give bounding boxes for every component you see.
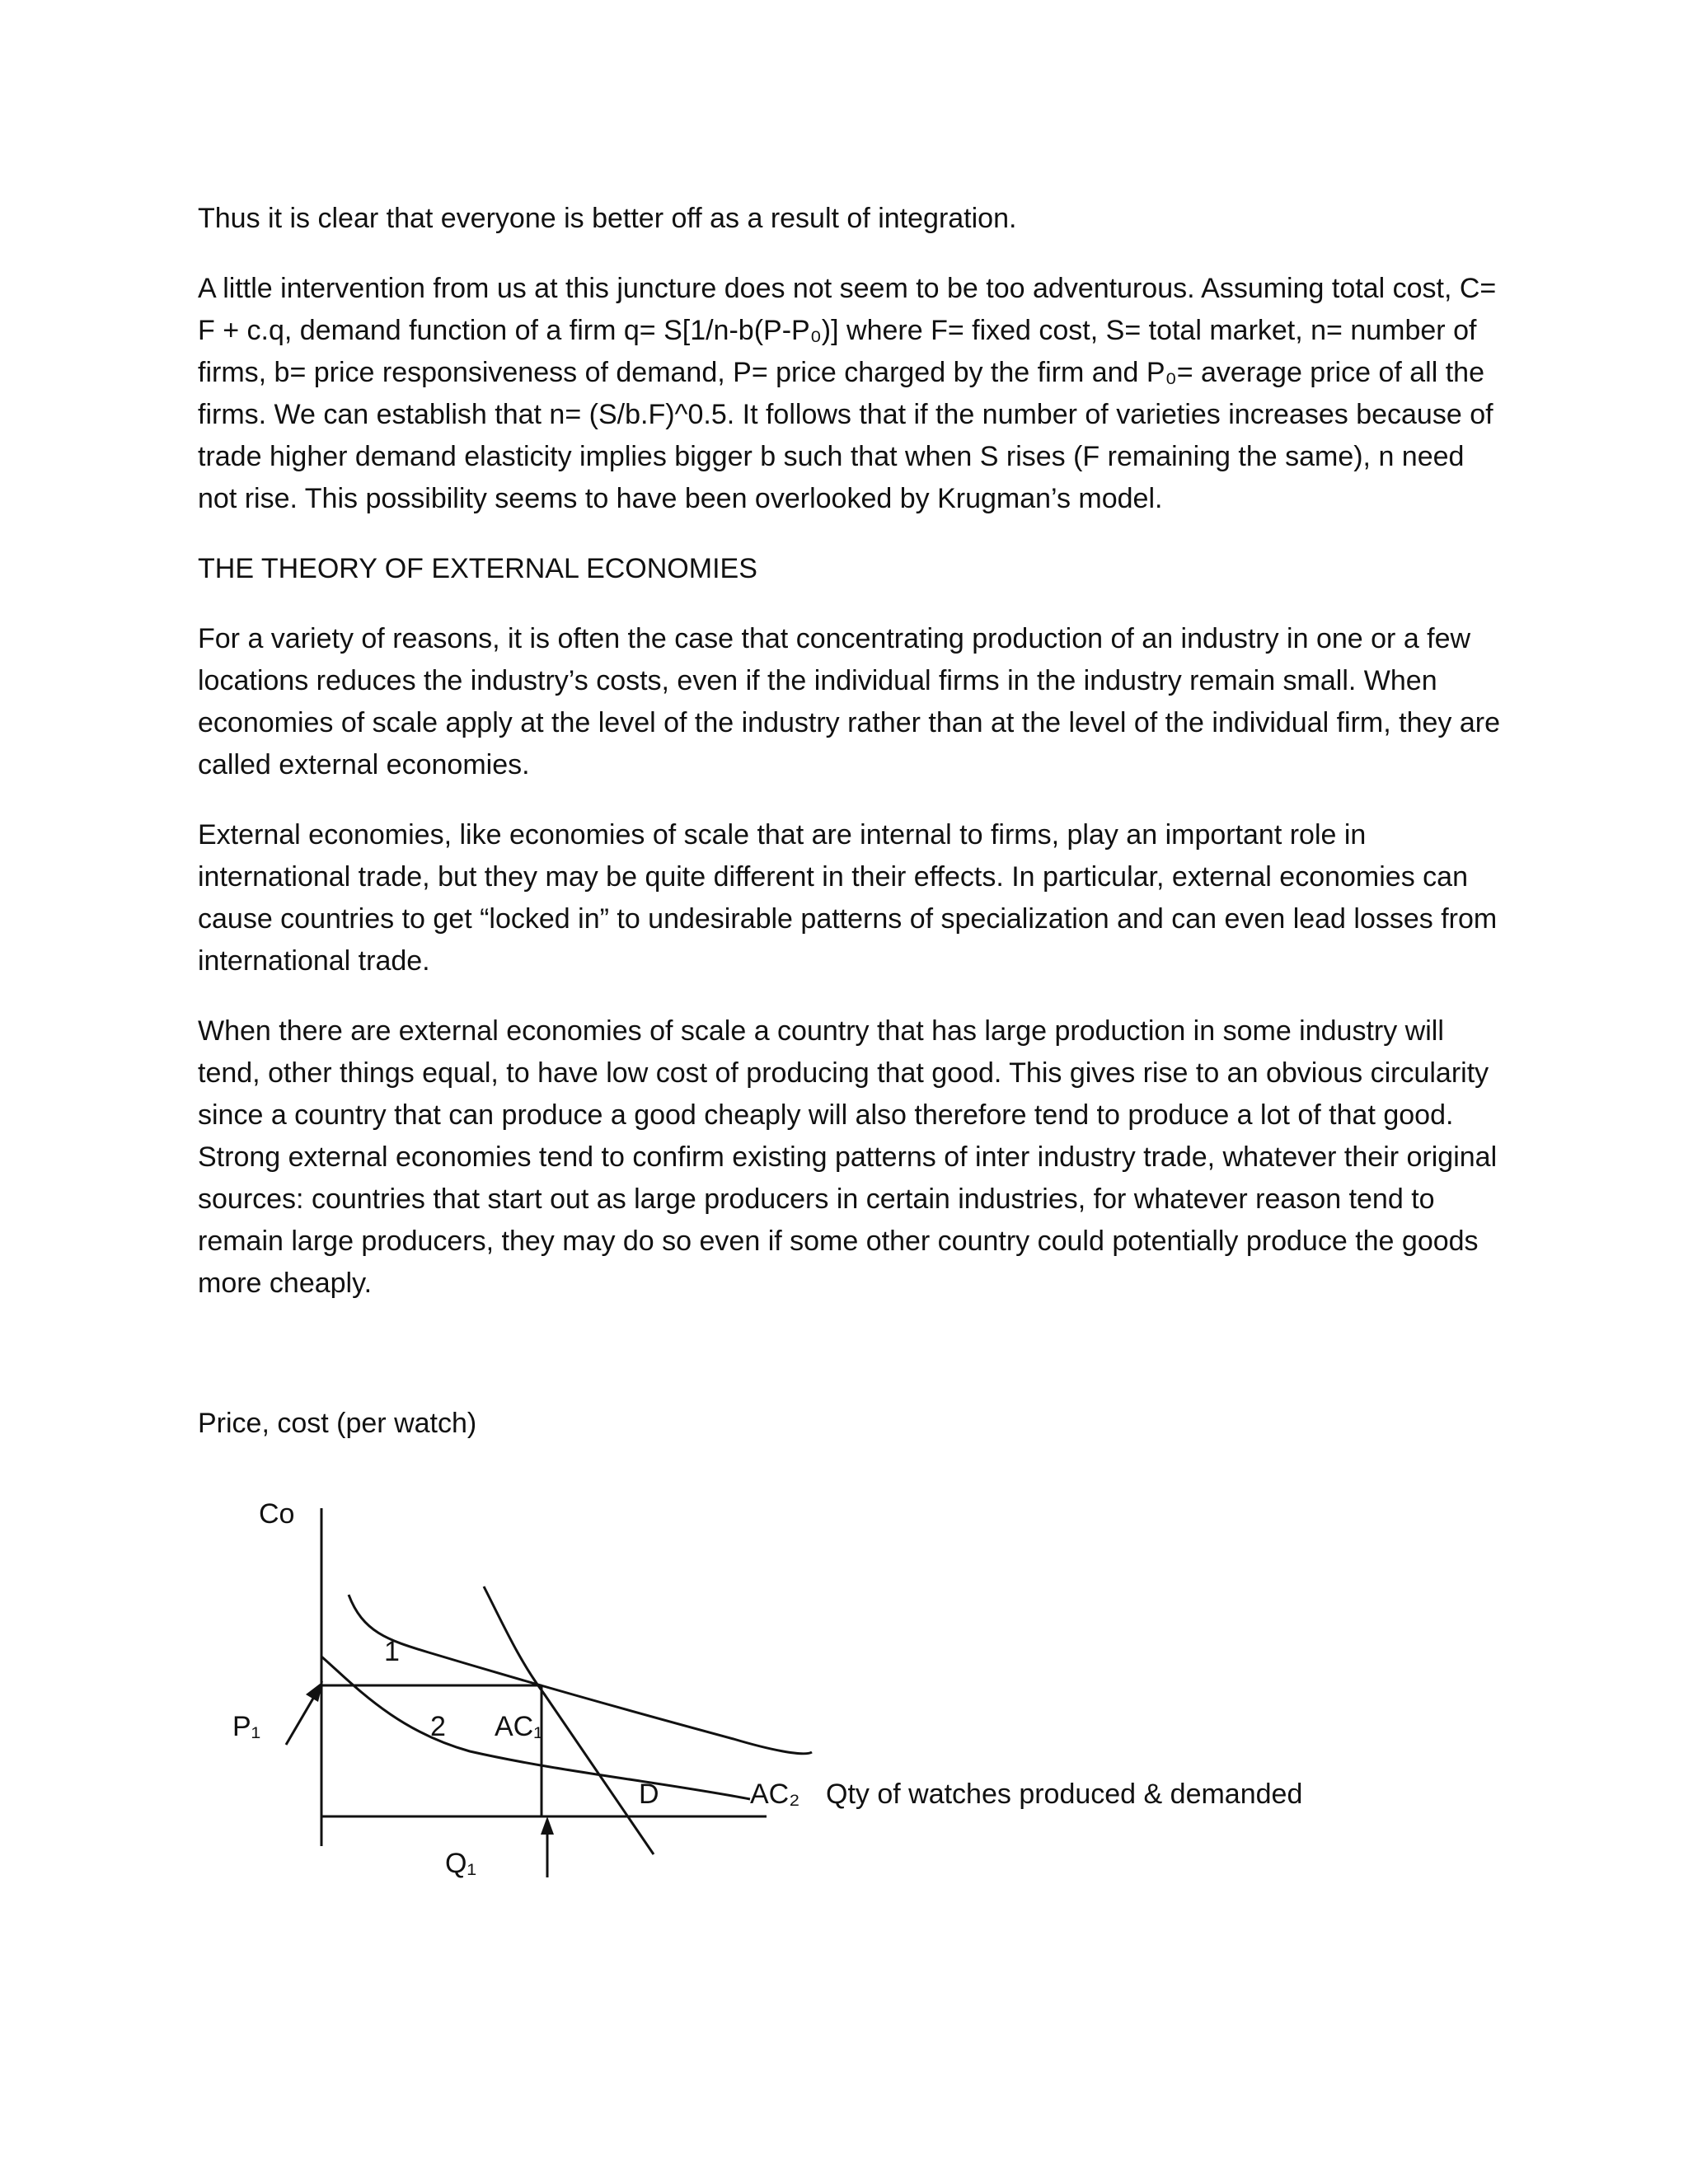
x-axis-title: Qty of watches produced & demanded (826, 1779, 1303, 1810)
p1-arrowhead-icon (306, 1681, 323, 1702)
curve-1-ac1 (349, 1595, 812, 1754)
label-1: 1 (384, 1636, 400, 1667)
q1-arrowhead-icon (541, 1816, 554, 1835)
curve-2-ac2 (321, 1657, 750, 1799)
paragraph-1: Thus it is clear that everyone is better off as a result of integration. (198, 203, 1017, 234)
label-q1: Q₁ (445, 1848, 476, 1879)
section-heading: THE THEORY OF EXTERNAL ECONOMIES (198, 553, 757, 584)
paragraph-4: External economies, like economies of scale that are internal to firms, play an important role in international trade, but they may be quite different in their effects. In particular, external economies can cause countries to get “locked in” to undesirable patterns of specialization and can even lead losses from international trade. (198, 819, 1498, 977)
label-ac2: AC₂ (750, 1779, 800, 1810)
label-d: D (639, 1779, 659, 1810)
body-text (198, 198, 1500, 1333)
p1-arrow-shaft (286, 1687, 320, 1745)
demand-line (484, 1586, 654, 1854)
label-p1: P₁ (232, 1711, 261, 1742)
paragraph-5: When there are external economies of scale a country that has large production in some industry will tend, other things equal, to have low cost of producing that good. This gives rise to an obvious circularity since a country that can produce a good cheaply will also therefore tend to produce a lot of that good. Strong external economies tend to confirm existing patterns of inter industry trade, whatever their original sources: countries that start out as large producers in certain industries, for whatever reason tend to remain large producers, they may do so even if some other country could potentially produce the goods more cheaply. (198, 1015, 1498, 1299)
label-c0: Co (259, 1498, 295, 1530)
paragraph-2: A little intervention from us at this juncture does not seem to be too adventurous. Assuming total cost, C= F + c.q, demand function of a firm q= S[1/n-b(P-P₀)] where F= fixed cost, S= total market, n= number of firms, b= price responsiveness of demand, P= price charged by the firm and P₀= average price of all the firms. We can establish that n= (S/b.F)^0.5. It follows that if the number of varieties increases because of trade higher demand elasticity implies bigger b such that when S rises (F remaining the same), n need not rise. This possibility seems to have been overlooked by Krugman’s model. (198, 273, 1497, 514)
label-ac1: AC₁ (495, 1711, 543, 1742)
label-2: 2 (430, 1711, 446, 1742)
paragraph-3: For a variety of reasons, it is often the case that concentrating production of an industry in one or a few locations reduces the industry’s costs, even if the individual firms in the industry remain small. When economies of scale apply at the level of the industry rather than at the level of the individual firm, they are called external economies. (198, 623, 1500, 780)
y-axis-title: Price, cost (per watch) (198, 1408, 477, 1439)
